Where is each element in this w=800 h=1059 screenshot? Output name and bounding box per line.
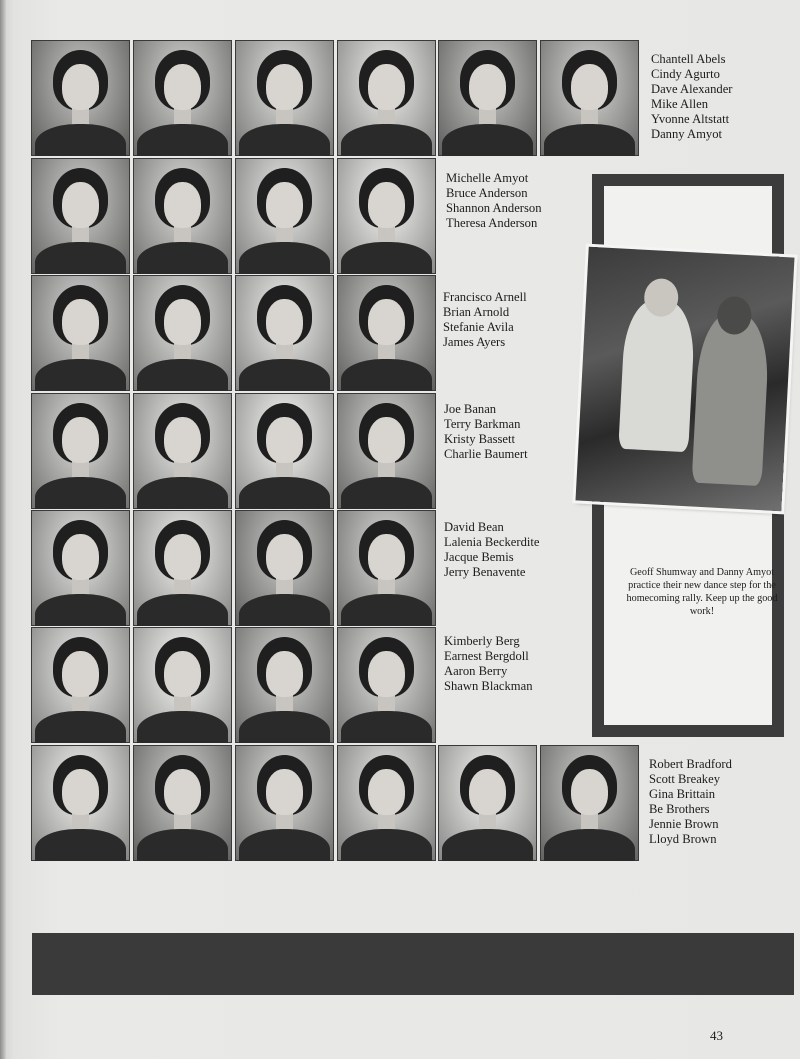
- student-name: Shannon Anderson: [446, 201, 542, 215]
- student-name: Terry Barkman: [444, 417, 521, 431]
- student-portrait: [235, 40, 334, 156]
- student-portrait: [337, 510, 436, 626]
- student-name: Chantell Abels: [651, 52, 726, 66]
- student-name: Earnest Bergdoll: [444, 649, 529, 663]
- student-portrait: [133, 627, 232, 743]
- names-row-2: [446, 171, 542, 231]
- student-name: Cindy Agurto: [651, 67, 720, 81]
- student-portrait: [133, 393, 232, 509]
- student-portrait: [31, 745, 130, 861]
- student-portrait: [133, 745, 232, 861]
- student-name: Kimberly Berg: [444, 634, 520, 648]
- student-portrait: [133, 158, 232, 274]
- student-portrait: [31, 275, 130, 391]
- student-portrait: [337, 40, 436, 156]
- student-name: Jacque Bemis: [444, 550, 514, 564]
- student-name: Aaron Berry: [444, 664, 508, 678]
- student-name: James Ayers: [443, 335, 506, 349]
- page-number: 43: [710, 1028, 723, 1043]
- student-portrait: [235, 275, 334, 391]
- student-name: Charlie Baumert: [444, 447, 528, 461]
- student-name: Jerry Benavente: [444, 565, 526, 579]
- photo-caption: Geoff Shumway and Danny Amyot practice their new dance step for the homecoming rally. Keep up the good work!: [626, 567, 778, 617]
- student-portrait: [235, 158, 334, 274]
- student-portrait: [438, 40, 537, 156]
- student-portrait: [540, 40, 639, 156]
- student-portrait: [337, 158, 436, 274]
- student-name: Stefanie Avila: [443, 320, 514, 334]
- student-portrait: [337, 745, 436, 861]
- student-portrait: [133, 40, 232, 156]
- candid-photo: [575, 247, 794, 511]
- student-name: Dave Alexander: [651, 82, 733, 96]
- student-name: Shawn Blackman: [444, 679, 533, 693]
- student-portrait: [31, 158, 130, 274]
- student-name: Yvonne Altstatt: [651, 112, 730, 126]
- student-name: Kristy Bassett: [444, 432, 516, 446]
- student-name: Jennie Brown: [649, 817, 719, 831]
- student-portrait: [235, 627, 334, 743]
- student-portrait: [133, 275, 232, 391]
- student-name: Brian Arnold: [443, 305, 510, 319]
- student-name: Lloyd Brown: [649, 832, 717, 846]
- student-portrait: [540, 745, 639, 861]
- names-row-5: [444, 520, 539, 580]
- student-portrait: [31, 627, 130, 743]
- names-row-7: [649, 757, 732, 847]
- student-name: Robert Bradford: [649, 757, 732, 771]
- student-name: Mike Allen: [651, 97, 709, 111]
- student-portrait: [337, 393, 436, 509]
- student-portrait: [31, 40, 130, 156]
- names-row-6: [444, 634, 533, 694]
- student-portrait: [235, 745, 334, 861]
- names-row-3: [443, 290, 527, 350]
- student-portrait: [337, 275, 436, 391]
- names-row-4: [444, 402, 528, 462]
- student-name: Theresa Anderson: [446, 216, 538, 230]
- student-portrait: [235, 510, 334, 626]
- student-name: Danny Amyot: [651, 127, 723, 141]
- student-name: Lalenia Beckerdite: [444, 535, 540, 549]
- student-portrait: [337, 627, 436, 743]
- student-portrait: [438, 745, 537, 861]
- student-name: Joe Banan: [444, 402, 497, 416]
- student-name: Gina Brittain: [649, 787, 716, 801]
- student-name: Be Brothers: [649, 802, 710, 816]
- student-portrait: [31, 393, 130, 509]
- student-name: Michelle Amyot: [446, 171, 529, 185]
- student-portrait: [31, 510, 130, 626]
- student-name: Scott Breakey: [649, 772, 720, 786]
- student-name: Francisco Arnell: [443, 290, 527, 304]
- student-name: Bruce Anderson: [446, 186, 528, 200]
- page-binding-edge: [0, 0, 6, 1059]
- student-portrait: [133, 510, 232, 626]
- student-name: David Bean: [444, 520, 504, 534]
- student-portrait: [235, 393, 334, 509]
- names-row-1: [651, 52, 732, 142]
- footer-bar: [32, 933, 794, 995]
